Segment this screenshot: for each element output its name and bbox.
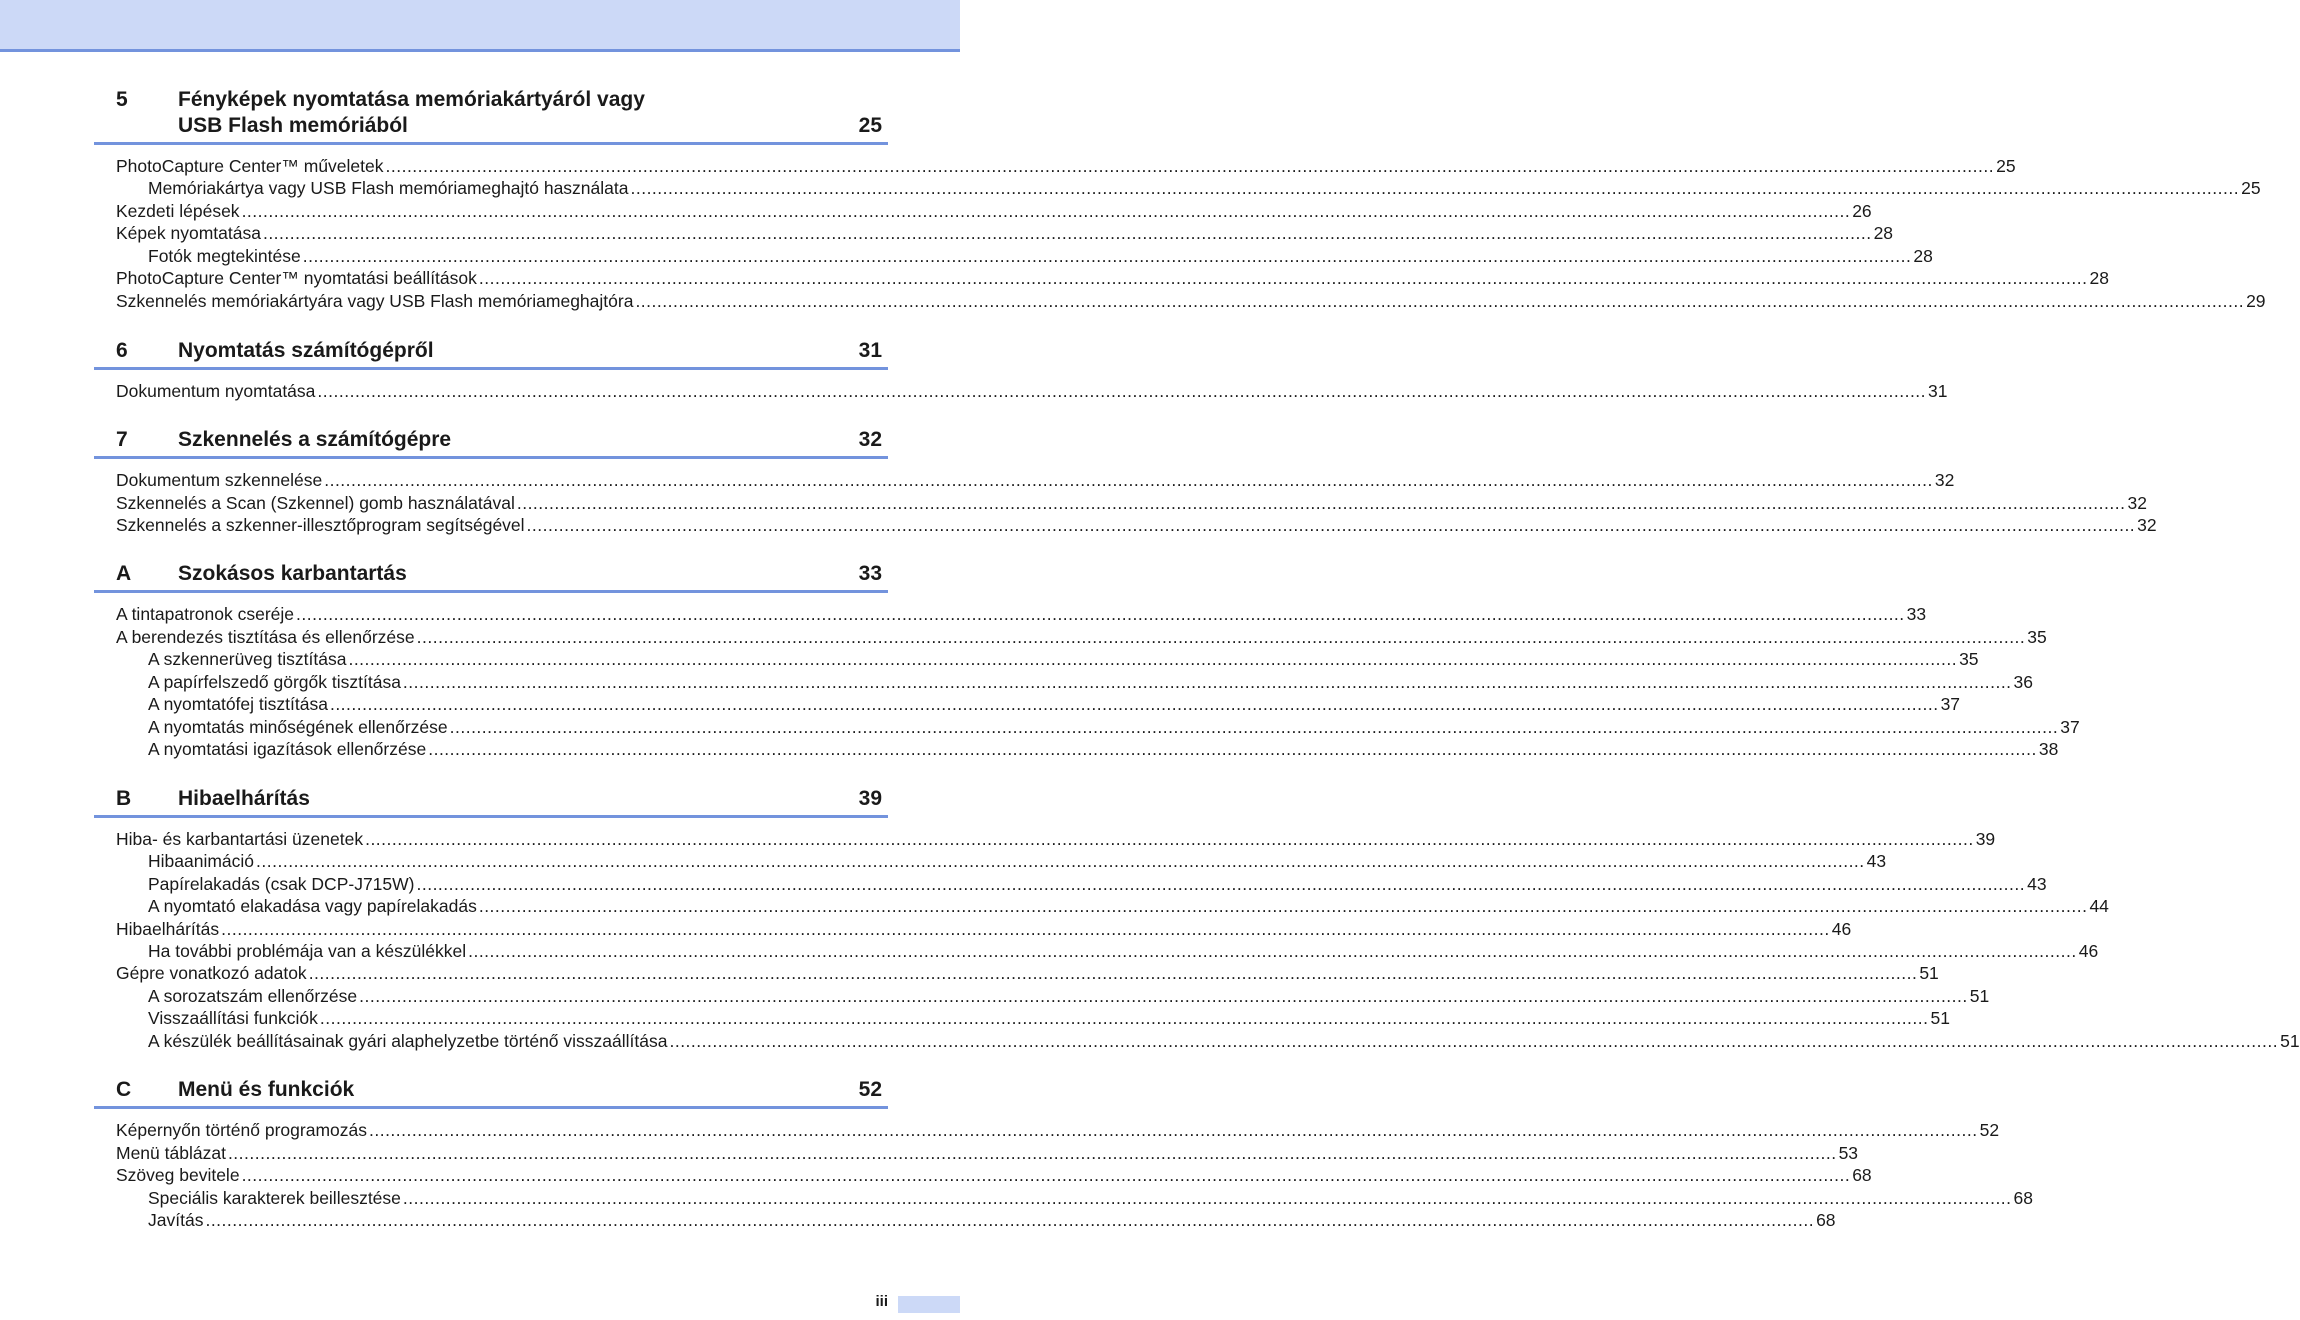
toc-entry[interactable]: A nyomtatási igazítások ellenőrzése ............................................................................................................................................................................................................................................................................................................ 38: [148, 739, 2059, 759]
chapter-rule: [94, 456, 888, 459]
toc-entry[interactable]: A szkennerüveg tisztítása ............................................................................................................................................................................................................................................................................................................ 35: [148, 649, 1979, 669]
toc-entry[interactable]: A berendezés tisztítása és ellenőrzése ............................................................................................................................................................................................................................................................................................................ 35: [116, 627, 2047, 647]
dot-leader: ............................................................................................................................................................................................................................................................................................................: [526, 515, 2136, 535]
toc-entry[interactable]: Kezdeti lépések ............................................................................................................................................................................................................................................................................................................ 26: [116, 201, 1872, 221]
toc-entry[interactable]: Visszaállítási funkciók ............................................................................................................................................................................................................................................................................................................ 51: [148, 1008, 1950, 1028]
toc-entry[interactable]: A papírfelszedő görgők tisztítása ............................................................................................................................................................................................................................................................................................................ 36: [148, 672, 2034, 692]
dot-leader: ............................................................................................................................................................................................................................................................................................................: [402, 672, 2012, 692]
toc-entry[interactable]: A tintapatronok cseréje ............................................................................................................................................................................................................................................................................................................ 33: [116, 604, 1927, 624]
chapter-number: 6: [116, 339, 128, 362]
chapter-page: 39: [858, 787, 882, 810]
dot-leader: ............................................................................................................................................................................................................................................................................................................: [468, 941, 2077, 961]
dot-leader: ............................................................................................................................................................................................................................................................................................................: [227, 1143, 1837, 1163]
chapter-rule: [94, 590, 888, 593]
dot-leader: ............................................................................................................................................................................................................................................................................................................: [365, 829, 1974, 849]
chapter-rule: [94, 367, 888, 370]
toc-entry[interactable]: Képernyőn történő programozás ............................................................................................................................................................................................................................................................................................................ 52: [116, 1120, 2000, 1140]
toc-entry[interactable]: Papírelakadás (csak DCP-J715W) ............................................................................................................................................................................................................................................................................................................ 43: [148, 874, 2047, 894]
toc-entry[interactable]: Ha további problémája van a készülékkel ............................................................................................................................................................................................................................................................................................................ 46: [148, 941, 2099, 961]
chapter-page: 31: [858, 339, 882, 362]
dot-leader: ............................................................................................................................................................................................................................................................................................................: [241, 1165, 1851, 1185]
chapter-title: Menü és funkciók: [178, 1078, 355, 1101]
footer-band: [898, 1296, 960, 1313]
toc-entry[interactable]: A nyomtatás minőségének ellenőrzése ............................................................................................................................................................................................................................................................................................................ 37: [148, 717, 2080, 737]
chapter-title: Szkennelés a számítógépre: [178, 428, 452, 451]
dot-leader: ............................................................................................................................................................................................................................................................................................................: [478, 268, 2088, 288]
chapter-title: Szokásos karbantartás: [178, 562, 407, 585]
toc-entry[interactable]: Képek nyomtatása ............................................................................................................................................................................................................................................................................................................ 28: [116, 223, 1894, 243]
dot-leader: ............................................................................................................................................................................................................................................................................................................: [449, 717, 2059, 737]
toc-entry[interactable]: A készülék beállításainak gyári alaphelyzetbe történő visszaállítása ............................................................................................................................................................................................................................................................................................................ 51: [148, 1031, 2300, 1051]
chapter-page: 25: [858, 114, 882, 137]
toc-entry[interactable]: Szöveg bevitele ............................................................................................................................................................................................................................................................................................................ 68: [116, 1165, 1872, 1185]
toc-entry[interactable]: Fotók megtekintése ............................................................................................................................................................................................................................................................................................................ 28: [148, 246, 1933, 266]
toc-entry[interactable]: Speciális karakterek beillesztése ............................................................................................................................................................................................................................................................................................................ 68: [148, 1188, 2033, 1208]
toc-entry[interactable]: Hibaelhárítás ............................................................................................................................................................................................................................................................................................................ 46: [116, 919, 1852, 939]
dot-leader: ............................................................................................................................................................................................................................................................................................................: [241, 201, 1851, 221]
dot-leader: ............................................................................................................................................................................................................................................................................................................: [478, 896, 2088, 916]
dot-leader: ............................................................................................................................................................................................................................................................................................................: [359, 986, 1968, 1006]
dot-leader: ............................................................................................................................................................................................................................................................................................................: [324, 470, 1933, 490]
dot-leader: ............................................................................................................................................................................................................................................................................................................: [256, 851, 1865, 871]
toc-entry[interactable]: A sorozatszám ellenőrzése ............................................................................................................................................................................................................................................................................................................ 51: [148, 986, 1990, 1006]
chapter-rule: [94, 142, 888, 145]
toc-entry[interactable]: Menü táblázat ............................................................................................................................................................................................................................................................................................................ 53: [116, 1143, 1859, 1163]
dot-leader: ............................................................................................................................................................................................................................................................................................................: [319, 1008, 1929, 1028]
chapter-rule: [94, 1106, 888, 1109]
toc-entry[interactable]: Dokumentum szkennelése ............................................................................................................................................................................................................................................................................................................ 32: [116, 470, 1955, 490]
toc-entry[interactable]: PhotoCapture Center™ nyomtatási beállítások ............................................................................................................................................................................................................................................................................................................ 28: [116, 268, 2109, 288]
header-band: [0, 0, 960, 52]
chapter-number: A: [116, 562, 132, 585]
toc-entry[interactable]: Hiba- és karbantartási üzenetek ............................................................................................................................................................................................................................................................................................................ 39: [116, 829, 1996, 849]
dot-leader: ............................................................................................................................................................................................................................................................................................................: [635, 291, 2245, 311]
toc-entry[interactable]: Javítás ............................................................................................................................................................................................................................................................................................................ 68: [148, 1210, 1836, 1230]
chapter-number: C: [116, 1078, 132, 1101]
chapter-number: 7: [116, 428, 128, 451]
chapter-title: Hibaelhárítás: [178, 787, 310, 810]
dot-leader: ............................................................................................................................................................................................................................................................................................................: [221, 919, 1830, 939]
chapter-rule: [94, 815, 888, 818]
chapter-number: B: [116, 787, 132, 810]
dot-leader: ............................................................................................................................................................................................................................................................................................................: [368, 1120, 1978, 1140]
dot-leader: ............................................................................................................................................................................................................................................................................................................: [630, 178, 2240, 198]
chapter-number: 5: [116, 88, 128, 111]
chapter-title: Nyomtatás számítógépről: [178, 339, 434, 362]
chapter-page: 33: [858, 562, 882, 585]
toc-entry[interactable]: Hibaanimáció ............................................................................................................................................................................................................................................................................................................ 43: [148, 851, 1887, 871]
dot-leader: ............................................................................................................................................................................................................................................................................................................: [428, 739, 2037, 759]
chapter-page: 32: [858, 428, 882, 451]
toc-entry[interactable]: Szkennelés memóriakártyára vagy USB Flash memóriameghajtóra ............................................................................................................................................................................................................................................................................................................ 29: [116, 291, 2266, 311]
dot-leader: ............................................................................................................................................................................................................................................................................................................: [516, 493, 2126, 513]
page-number: iii: [875, 1293, 888, 1310]
chapter-title-line2: USB Flash memóriából: [178, 114, 408, 137]
chapter-page: 52: [858, 1078, 882, 1101]
dot-leader: ............................................................................................................................................................................................................................................................................................................: [416, 874, 2026, 894]
toc-entry[interactable]: Gépre vonatkozó adatok ............................................................................................................................................................................................................................................................................................................ 51: [116, 963, 1939, 983]
toc-entry[interactable]: Dokumentum nyomtatása ............................................................................................................................................................................................................................................................................................................ 31: [116, 381, 1948, 401]
dot-leader: ............................................................................................................................................................................................................................................................................................................: [317, 381, 1927, 401]
toc-entry[interactable]: Szkennelés a Scan (Szkennel) gomb használatával ............................................................................................................................................................................................................................................................................................................ 32: [116, 493, 2147, 513]
toc-entry[interactable]: Szkennelés a szkenner-illesztőprogram segítségével ............................................................................................................................................................................................................................................................................................................ 32: [116, 515, 2157, 535]
dot-leader: ............................................................................................................................................................................................................................................................................................................: [262, 223, 1872, 243]
dot-leader: ............................................................................................................................................................................................................................................................................................................: [402, 1188, 2012, 1208]
dot-leader: ............................................................................................................................................................................................................................................................................................................: [205, 1210, 1815, 1230]
toc-entry[interactable]: PhotoCapture Center™ műveletek ............................................................................................................................................................................................................................................................................................................ 25: [116, 156, 2016, 176]
dot-leader: ............................................................................................................................................................................................................................................................................................................: [296, 604, 1905, 624]
toc-entry[interactable]: A nyomtatófej tisztítása ............................................................................................................................................................................................................................................................................................................ 37: [148, 694, 1961, 714]
toc-entry[interactable]: A nyomtató elakadása vagy papírelakadás ............................................................................................................................................................................................................................................................................................................ 44: [148, 896, 2109, 916]
dot-leader: ............................................................................................................................................................................................................................................................................................................: [308, 963, 1918, 983]
toc-entry[interactable]: Memóriakártya vagy USB Flash memóriameghajtó használata ............................................................................................................................................................................................................................................................................................................ 25: [148, 178, 2261, 198]
chapter-title-line1: Fényképek nyomtatása memóriakártyáról vagy: [178, 88, 645, 111]
dot-leader: ............................................................................................................................................................................................................................................................................................................: [385, 156, 1995, 176]
dot-leader: ............................................................................................................................................................................................................................................................................................................: [416, 627, 2026, 647]
dot-leader: ............................................................................................................................................................................................................................................................................................................: [669, 1031, 2279, 1051]
dot-leader: ............................................................................................................................................................................................................................................................................................................: [348, 649, 1958, 669]
dot-leader: ............................................................................................................................................................................................................................................................................................................: [329, 694, 1939, 714]
dot-leader: ............................................................................................................................................................................................................................................................................................................: [302, 246, 1912, 266]
